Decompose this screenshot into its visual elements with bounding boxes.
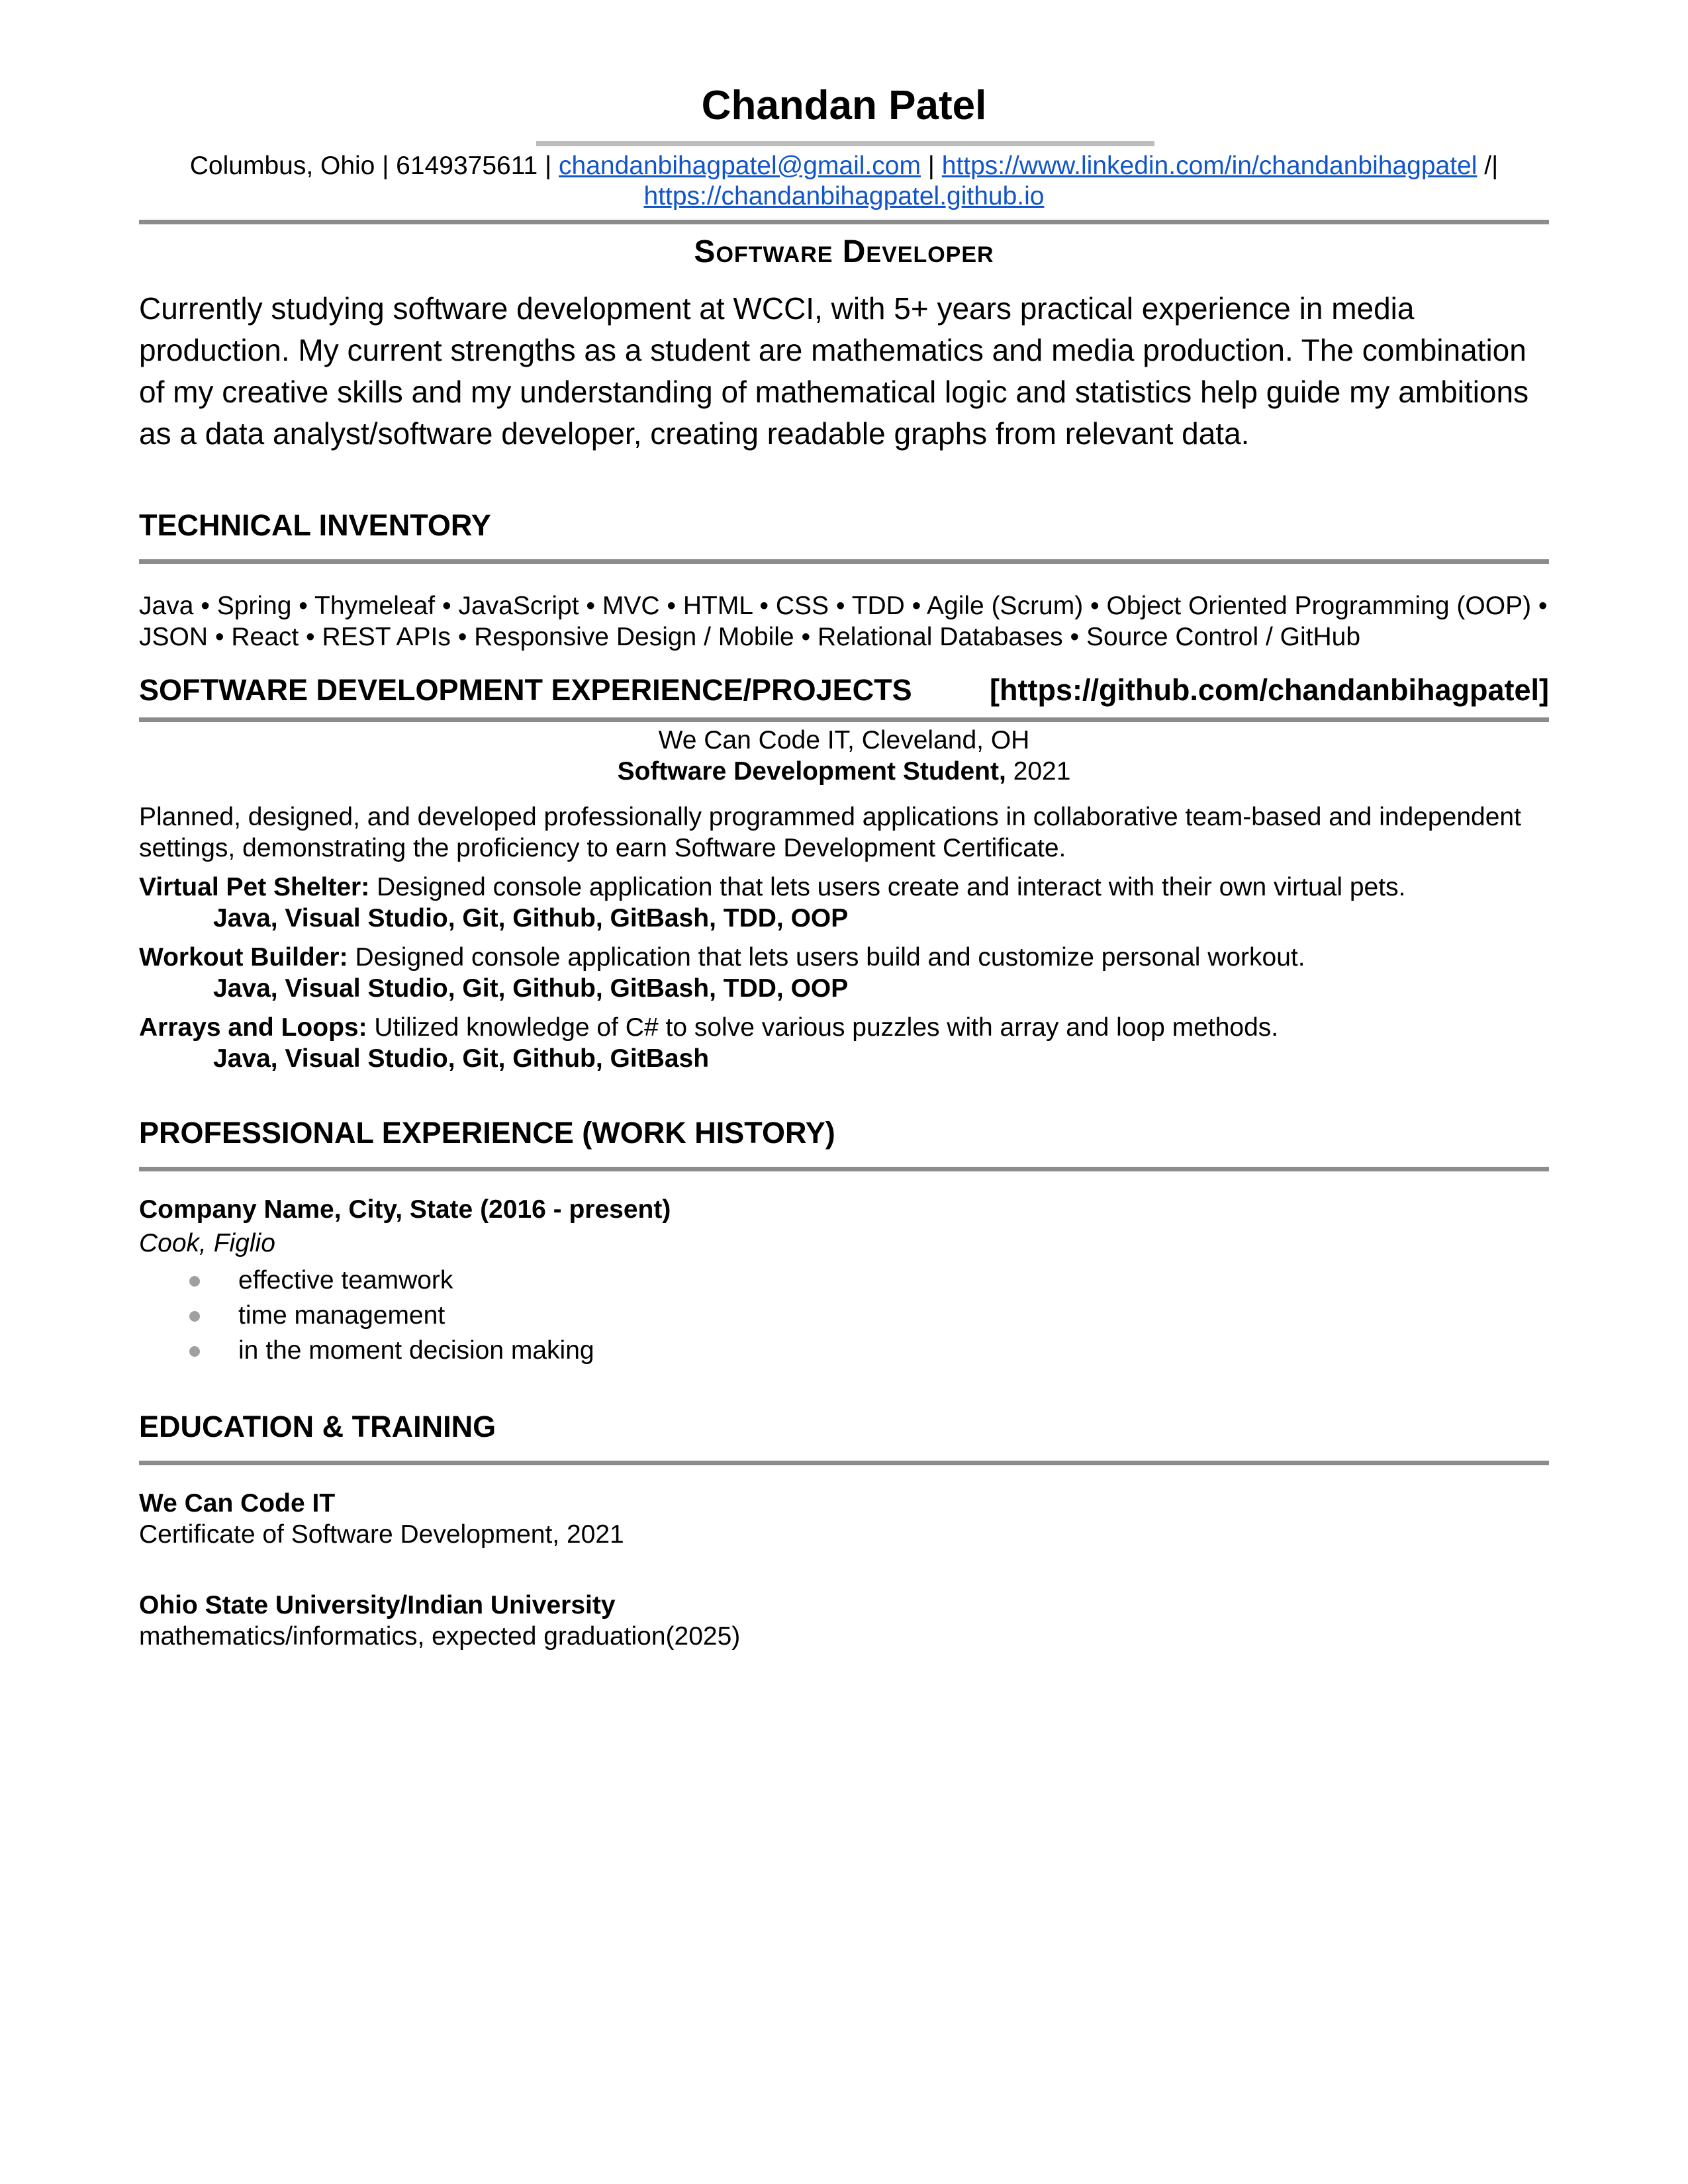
section-projects-heading xyxy=(139,671,1549,709)
work-company: Company Name, City, State (2016 - present) xyxy=(139,1195,671,1224)
project-tech: Java, Visual Studio, Git, Github, GitBash, TDD, OOP xyxy=(213,974,849,1003)
list-item xyxy=(139,1333,1549,1368)
project-item xyxy=(139,1012,1549,1074)
job-title: Software Developer xyxy=(694,234,994,269)
project-org: We Can Code IT, Cleveland, OH xyxy=(658,726,1030,754)
bullet-text: in the moment decision making xyxy=(238,1336,594,1365)
education-detail: Certificate of Software Development, 2021 xyxy=(139,1520,624,1549)
education-school: We Can Code IT xyxy=(139,1489,336,1518)
list-item xyxy=(139,1298,1549,1333)
bullet-icon xyxy=(189,1311,200,1322)
education-detail: mathematics/informatics, expected graduation(2025) xyxy=(139,1622,741,1651)
work-bullets xyxy=(139,1263,1549,1368)
bullet-text: time management xyxy=(238,1301,445,1330)
section-divider xyxy=(139,717,1549,722)
project-desc: Utilized knowledge of C# to solve various puzzles with array and loop methods. xyxy=(367,1013,1279,1042)
project-desc: Designed console application that lets users create and interact with their own virtual pets. xyxy=(369,873,1406,901)
resume-page xyxy=(139,79,1549,1652)
project-role: Software Development Student, xyxy=(617,757,1006,786)
project-description: Planned, designed, and developed professionally programmed applications in collaborative team-based and independent settings, demonstrating the proficiency to earn Software Development Certificate. xyxy=(139,803,1521,862)
project-name: Workout Builder: xyxy=(139,943,348,972)
bullet-icon xyxy=(189,1276,200,1287)
section-divider xyxy=(139,1461,1549,1465)
github-link[interactable]: [https://github.com/chandanbihagpatel] xyxy=(990,673,1549,707)
section-divider xyxy=(139,559,1549,564)
section-title: TECHNICAL INVENTORY xyxy=(139,508,491,542)
education-school: Ohio State University/Indian University xyxy=(139,1591,616,1619)
skills-list: Java • Spring • Thymeleaf • JavaScript • MVC • HTML • CSS • TDD • Agile (Scrum) • Object Oriented Programming (OOP) • JSON • React • REST APIs • Responsive Design / Mobile • Relational Databases • Source Control / GitHub xyxy=(139,592,1548,651)
section-title: PROFESSIONAL EXPERIENCE (WORK HISTORY) xyxy=(139,1116,835,1150)
summary-paragraph: Currently studying software development at WCCI, with 5+ years practical experience in media production. My current strengths as a student are mathematics and media production. The combination of my creative skills and my understanding of mathematical logic and statistics help guide my ambitions as a data analyst/software developer, creating readable graphs from relevant data. xyxy=(139,291,1529,451)
section-technical-heading xyxy=(139,506,1549,545)
project-name: Arrays and Loops: xyxy=(139,1013,367,1042)
list-item xyxy=(139,1263,1549,1298)
project-item xyxy=(139,872,1549,934)
contact-separator: /| xyxy=(1477,152,1499,180)
bullet-icon xyxy=(189,1346,200,1357)
section-work-heading xyxy=(139,1114,1549,1152)
header-divider xyxy=(139,220,1549,224)
section-title: EDUCATION & TRAINING xyxy=(139,1410,496,1443)
project-desc: Designed console application that lets users build and customize personal workout. xyxy=(348,943,1305,972)
project-item xyxy=(139,942,1549,1004)
contact-line xyxy=(139,151,1549,212)
website-link[interactable]: https://chandanbihagpatel.github.io xyxy=(643,182,1045,210)
section-education-heading xyxy=(139,1408,1549,1446)
project-role-line xyxy=(139,756,1549,787)
email-link[interactable]: chandanbihagpatel@gmail.com xyxy=(559,152,921,180)
project-tech: Java, Visual Studio, Git, Github, GitBash xyxy=(213,1044,710,1073)
contact-separator: | xyxy=(920,152,942,180)
candidate-name: Chandan Patel xyxy=(701,83,987,128)
project-name: Virtual Pet Shelter: xyxy=(139,873,370,901)
project-year: 2021 xyxy=(1006,757,1071,786)
project-tech: Java, Visual Studio, Git, Github, GitBash, TDD, OOP xyxy=(213,904,849,933)
section-title: SOFTWARE DEVELOPMENT EXPERIENCE/PROJECTS xyxy=(139,673,912,707)
name-underline xyxy=(536,141,1154,146)
location-phone: Columbus, Ohio | 6149375611 | xyxy=(189,152,559,180)
bullet-text: effective teamwork xyxy=(238,1266,453,1295)
section-divider xyxy=(139,1167,1549,1171)
work-position: Cook, Figlio xyxy=(139,1229,275,1257)
linkedin-link[interactable]: https://www.linkedin.com/in/chandanbihagpatel xyxy=(941,152,1477,180)
